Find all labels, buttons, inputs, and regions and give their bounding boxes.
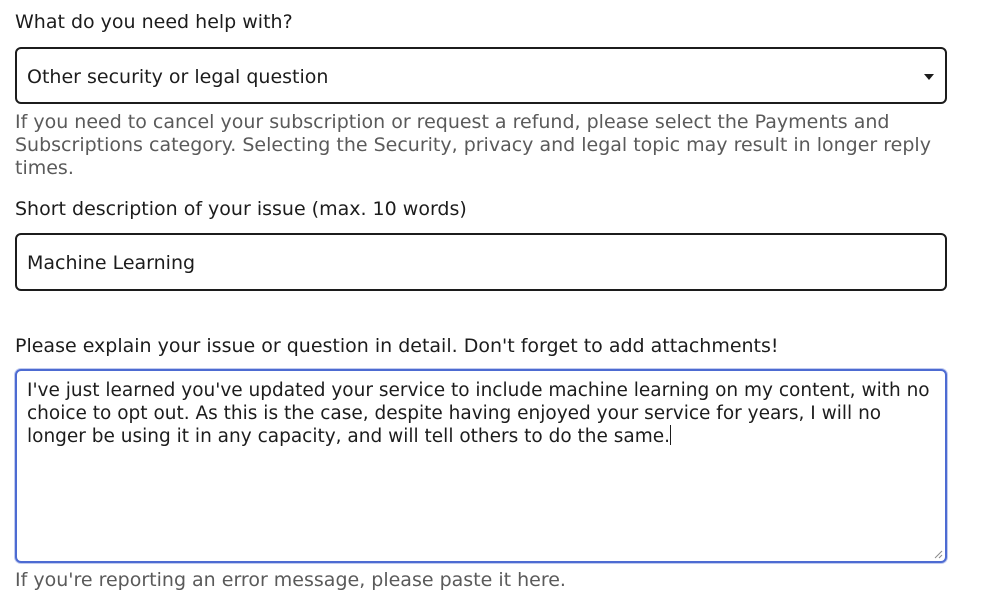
details-label: Please explain your issue or question in detail. Don't forget to add attachments! [15, 335, 779, 357]
details-hint: If you're reporting an error message, please paste it here. [15, 569, 566, 591]
details-text [27, 379, 939, 448]
text-cursor [670, 425, 671, 445]
chevron-down-icon[interactable] [924, 74, 934, 80]
details-textarea[interactable] [15, 369, 947, 563]
short-description-input[interactable] [15, 233, 947, 291]
topic-selected-value: Other security or legal question [27, 66, 329, 88]
resize-handle-icon[interactable] [933, 549, 943, 559]
topic-hint: If you need to cancel your subscription or request a refund, please select the Payments and Subscriptions category. Selecting the Security, privacy and legal topic may result in longer reply times. [15, 111, 931, 179]
short-description-value: Machine Learning [27, 252, 196, 274]
short-description-label: Short description of your issue (max. 10 words) [15, 198, 467, 220]
topic-label: What do you need help with? [15, 11, 293, 33]
details-value: I've just learned you've updated your service to include machine learning on my content, with no choice to opt out. As this is the case, despite having enjoyed your service for years, I will no longer be using it in any capacity, and will tell others to do the same. [27, 380, 930, 447]
topic-select[interactable] [15, 47, 947, 104]
